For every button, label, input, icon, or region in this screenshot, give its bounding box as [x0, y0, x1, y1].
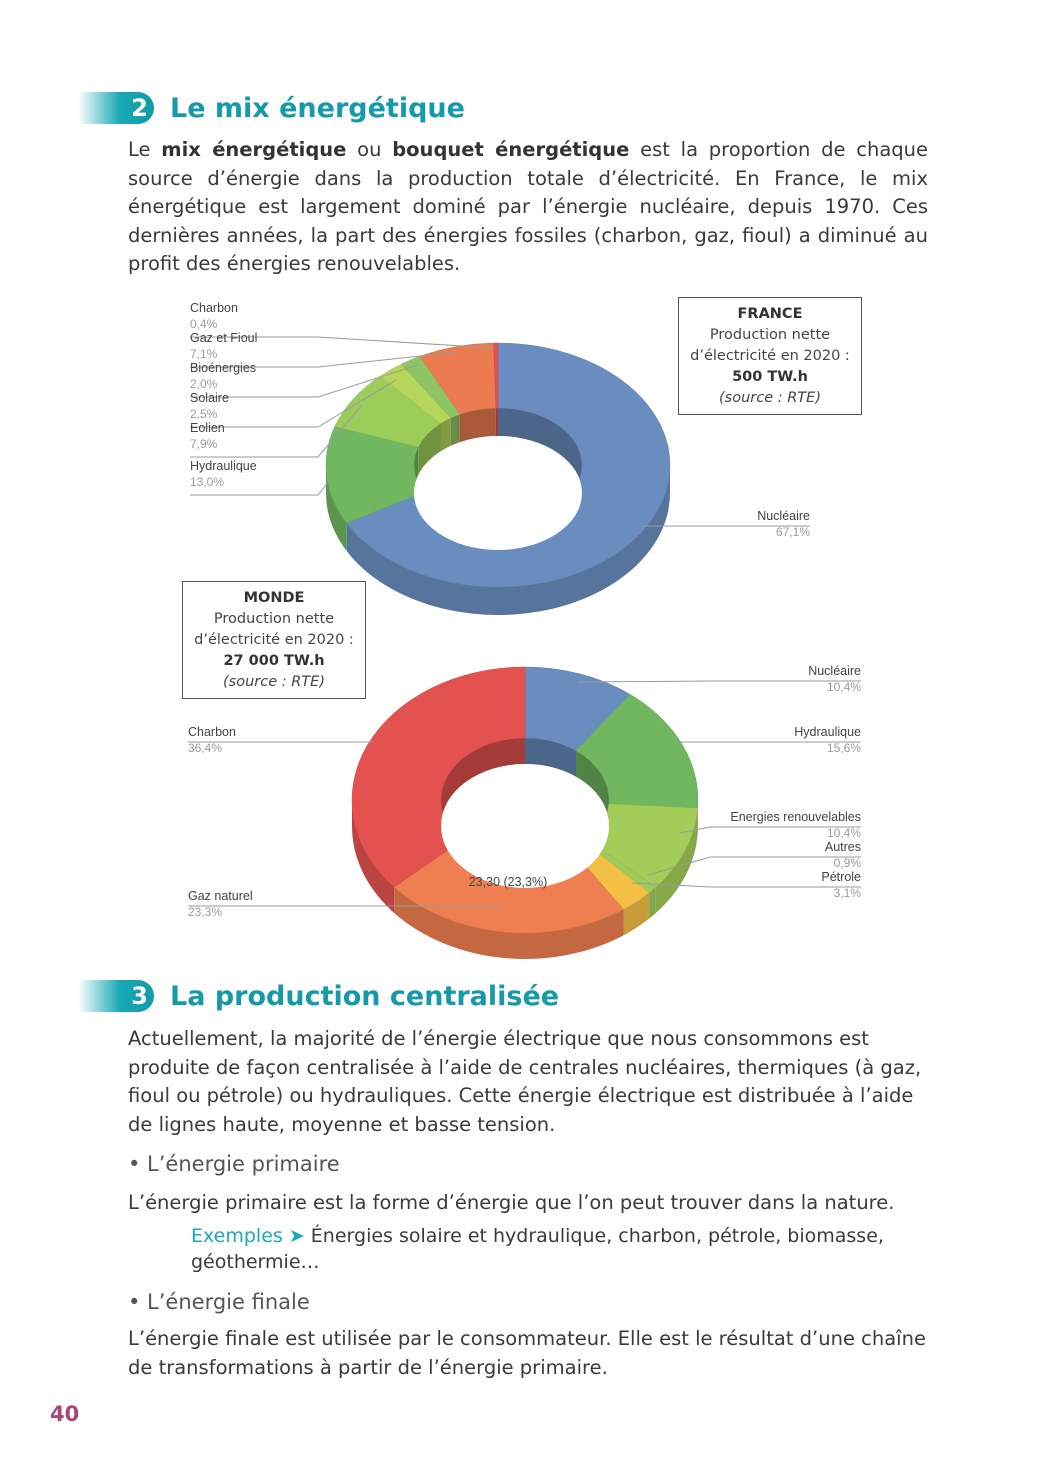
production-paragraph: Actuellement, la majorité de l’énergie électrique que nous consommons est produite de façon centralisée à l’aide de centrales nucléaires, thermiques (à gaz, fioul ou pétrole) ou hydrauliques. Cette énergie électrique est distribuée à l’aide de lignes haute, moyenne et basse tension.: [128, 1027, 922, 1136]
france-info-box: [678, 297, 862, 415]
hole-wall: [440, 418, 450, 452]
slice-value-label: 10,4%: [826, 826, 861, 840]
text: ou: [346, 138, 393, 161]
slice-value-label: 2,0%: [190, 377, 218, 391]
slice-label: Nucléaire: [757, 509, 810, 523]
section-3-heading: [78, 976, 559, 1016]
section-number: 3: [131, 982, 148, 1010]
slice-annotation: 23,30 (23,3%): [468, 875, 548, 889]
bullet-primary-title: • L’énergie primaire: [128, 1152, 340, 1176]
slice-label: Gaz et Fioul: [190, 331, 258, 345]
primary-text: L’énergie primaire est la forme d’énergie que l’on peut trouver dans la nature.: [128, 1191, 895, 1214]
final-text: L’énergie finale est utilisée par le consommateur. Elle est le résultat d’une chaîne de transformations à partir de l’énergie primaire.: [128, 1327, 926, 1379]
box-title: MONDE: [243, 590, 305, 606]
slice-value-label: 0,4%: [190, 317, 218, 331]
slice-label: Charbon: [190, 301, 238, 315]
text: Le: [128, 138, 162, 161]
slice-label: Energies renouvelables: [730, 810, 861, 824]
slice-label: Pétrole: [821, 870, 861, 884]
section-number: 2: [131, 94, 148, 122]
text: est la proportion de chaque source d’énergie dans la production totale d’électricité. En France, le mix énergétique est largement dominé par l’énergie nucléaire, depuis 1970. Ces dernières années, la part des énergies fossiles (charbon, gaz, fioul) a diminué au profit des énergies renouvelables.: [128, 138, 929, 276]
box-line: Production nette: [709, 327, 831, 343]
leader-line: [578, 681, 861, 682]
bullet-final-title: • L’énergie finale: [128, 1290, 310, 1314]
slice-label: Eolien: [190, 421, 225, 435]
monde-info-box: [182, 581, 366, 699]
donut-hole: [414, 436, 582, 550]
box-value: 27 000 TW.h: [223, 653, 325, 669]
box-line: d’électricité en 2020 :: [690, 348, 850, 364]
charts-area: [0, 290, 1056, 970]
section-2-heading: [78, 88, 465, 128]
slice-value-label: 7,1%: [190, 347, 218, 361]
slice-label: Charbon: [188, 725, 236, 739]
box-line: Production nette: [213, 611, 335, 627]
mix-paragraph: [128, 136, 928, 279]
term-mix: mix énergétique: [161, 138, 347, 161]
slice-value-label: 13,0%: [190, 475, 225, 489]
section-title: La production centralisée: [170, 980, 560, 1012]
hole-wall: [496, 408, 498, 436]
box-line: d’électricité en 2020 :: [194, 632, 354, 648]
slice-label: Autres: [824, 840, 861, 854]
page-number: 40: [50, 1402, 80, 1426]
slice-value-label: 23,3%: [188, 905, 223, 919]
slice-value-label: 36,4%: [188, 741, 223, 755]
box-title: FRANCE: [737, 306, 803, 322]
examples-label: Exemples ➤: [191, 1225, 305, 1247]
slice-label: Hydraulique: [794, 725, 861, 739]
slice-label: Gaz naturel: [188, 889, 253, 903]
box-value: 500 TW.h: [732, 369, 808, 385]
slice-label: Hydraulique: [190, 459, 257, 473]
slice-value-label: 2,5%: [190, 407, 218, 421]
slice-value-label: 7,9%: [190, 437, 218, 451]
section-badge: [78, 92, 154, 124]
section-title: Le mix énergétique: [170, 92, 465, 124]
box-source: (source : RTE): [719, 390, 821, 406]
hole-wall: [451, 414, 460, 446]
slice-value-label: 67,1%: [775, 525, 810, 539]
slice-label: Bioénergies: [190, 361, 257, 375]
term-bouquet: bouquet énergétique: [392, 138, 630, 161]
examples-text: Énergies solaire et hydraulique, charbon, pétrole, biomasse, géothermie…: [191, 1225, 884, 1273]
donut-hole: [441, 764, 609, 888]
slice-value-label: 15,6%: [826, 741, 861, 755]
slice-value-label: 10,4%: [826, 680, 861, 694]
slice-label: Nucléaire: [808, 664, 861, 678]
examples-block: [191, 1223, 928, 1275]
box-source: (source : RTE): [223, 674, 325, 690]
slice-value-label: 0,9%: [833, 856, 861, 870]
slice-label: Solaire: [190, 391, 229, 405]
section-badge: [78, 980, 154, 1012]
slice-value-label: 3,1%: [833, 886, 861, 900]
